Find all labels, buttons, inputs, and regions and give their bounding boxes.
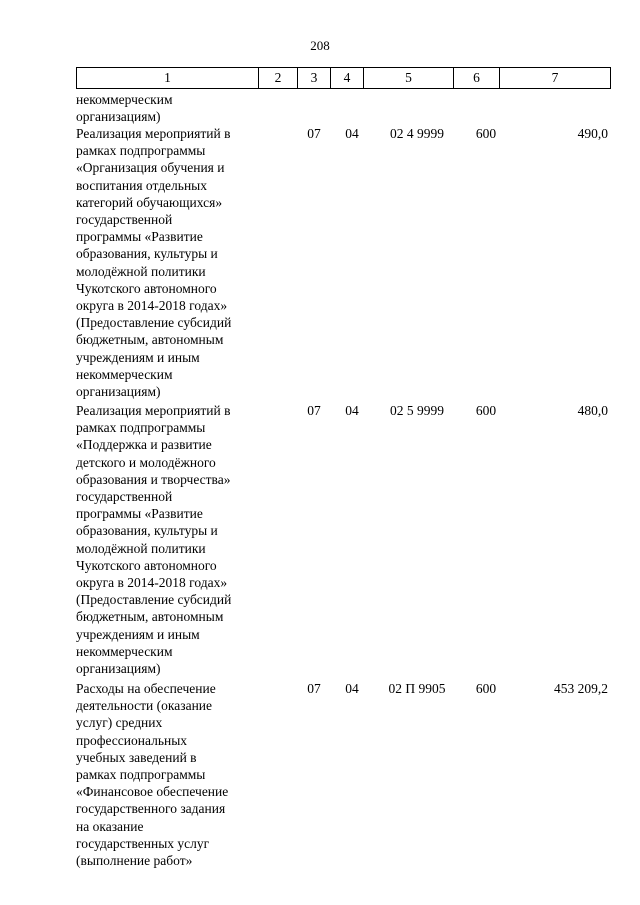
description-line: «Поддержка и развитие xyxy=(76,437,212,453)
description-line: «Организация обучения и xyxy=(76,160,225,176)
description-line: (выполнение работ» xyxy=(76,853,193,869)
expense-type-code: 600 xyxy=(475,681,497,696)
header-col-1: 1 xyxy=(77,68,259,89)
description-line: воспитания отдельных xyxy=(76,177,207,193)
amount: 490,0 xyxy=(577,126,608,141)
description-line: Реализация мероприятий в xyxy=(76,126,231,141)
description-line: организациям) xyxy=(76,384,161,400)
description-line: профессиональных xyxy=(76,732,188,748)
description-line: учреждениям и иным xyxy=(76,349,200,365)
description-line: округа в 2014-2018 годах» xyxy=(76,298,228,314)
target-article-code: 02 5 9999 xyxy=(390,403,444,418)
description-line: образования, культуры и xyxy=(76,246,218,262)
description-line: государственной xyxy=(76,489,173,505)
description-line: Расходы на обеспечение xyxy=(76,681,216,696)
header-col-5: 5 xyxy=(364,68,454,89)
header-col-2: 2 xyxy=(259,68,298,89)
description-line: учебных заведений в xyxy=(76,749,197,765)
description-line: программы «Развитие xyxy=(76,229,203,245)
subsection-code: 04 xyxy=(345,681,359,696)
description-line: организациям) xyxy=(76,661,161,677)
row-description xyxy=(76,125,266,400)
description-line: услуг) средних xyxy=(76,715,163,731)
target-article-code: 02 4 9999 xyxy=(390,126,444,141)
table-header xyxy=(76,67,611,89)
row-description xyxy=(76,402,266,677)
header-col-7: 7 xyxy=(500,68,611,89)
description-line: (Предоставление субсидий xyxy=(76,315,232,331)
expense-type-code: 600 xyxy=(475,403,497,418)
amount: 453 209,2 xyxy=(554,681,608,696)
description-line: учреждениям и иным xyxy=(76,626,200,642)
description-line: программы «Развитие xyxy=(76,506,203,522)
section-code: 07 xyxy=(307,681,321,696)
header-col-4: 4 xyxy=(331,68,364,89)
description-line: молодёжной политики xyxy=(76,540,206,556)
description-line: бюджетным, автономным xyxy=(76,332,224,348)
description-line: Чукотского автономного xyxy=(76,557,217,573)
description-line: некоммерческим xyxy=(76,643,173,659)
description-line: некоммерческим xyxy=(76,366,173,382)
subsection-code: 04 xyxy=(345,126,359,141)
description-line: «Финансовое обеспечение xyxy=(76,784,229,800)
description-line: (Предоставление субсидий xyxy=(76,592,232,608)
target-article-code: 02 П 9905 xyxy=(388,681,446,696)
description-line: государственной xyxy=(76,212,173,228)
continued-description xyxy=(76,91,173,125)
description-line: рамках подпрограммы xyxy=(76,767,206,783)
description-line: рамках подпрограммы xyxy=(76,420,206,436)
description-line: государственных услуг xyxy=(76,835,210,851)
description-line: образования, культуры и xyxy=(76,523,218,539)
description-line: Реализация мероприятий в xyxy=(76,403,231,418)
row-description xyxy=(76,680,266,869)
description-line: образования и творчества» xyxy=(76,471,231,487)
description-line: категорий обучающихся» xyxy=(76,194,223,210)
continued-line: некоммерческим xyxy=(76,92,173,107)
expense-type-code: 600 xyxy=(475,126,497,141)
description-line: детского и молодёжного xyxy=(76,454,216,470)
header-col-3: 3 xyxy=(298,68,331,89)
description-line: бюджетным, автономным xyxy=(76,609,224,625)
section-code: 07 xyxy=(307,403,321,418)
description-line: округа в 2014-2018 годах» xyxy=(76,575,228,591)
page-number: 208 xyxy=(310,38,330,53)
continued-line: организациям) xyxy=(76,109,161,125)
description-line: на оказание xyxy=(76,818,144,834)
description-line: молодёжной политики xyxy=(76,263,206,279)
description-line: Чукотского автономного xyxy=(76,280,217,296)
section-code: 07 xyxy=(307,126,321,141)
amount: 480,0 xyxy=(577,403,608,418)
description-line: деятельности (оказание xyxy=(76,698,213,714)
description-line: государственного задания xyxy=(76,801,226,817)
subsection-code: 04 xyxy=(345,403,359,418)
description-line: рамках подпрограммы xyxy=(76,143,206,159)
header-col-6: 6 xyxy=(454,68,500,89)
